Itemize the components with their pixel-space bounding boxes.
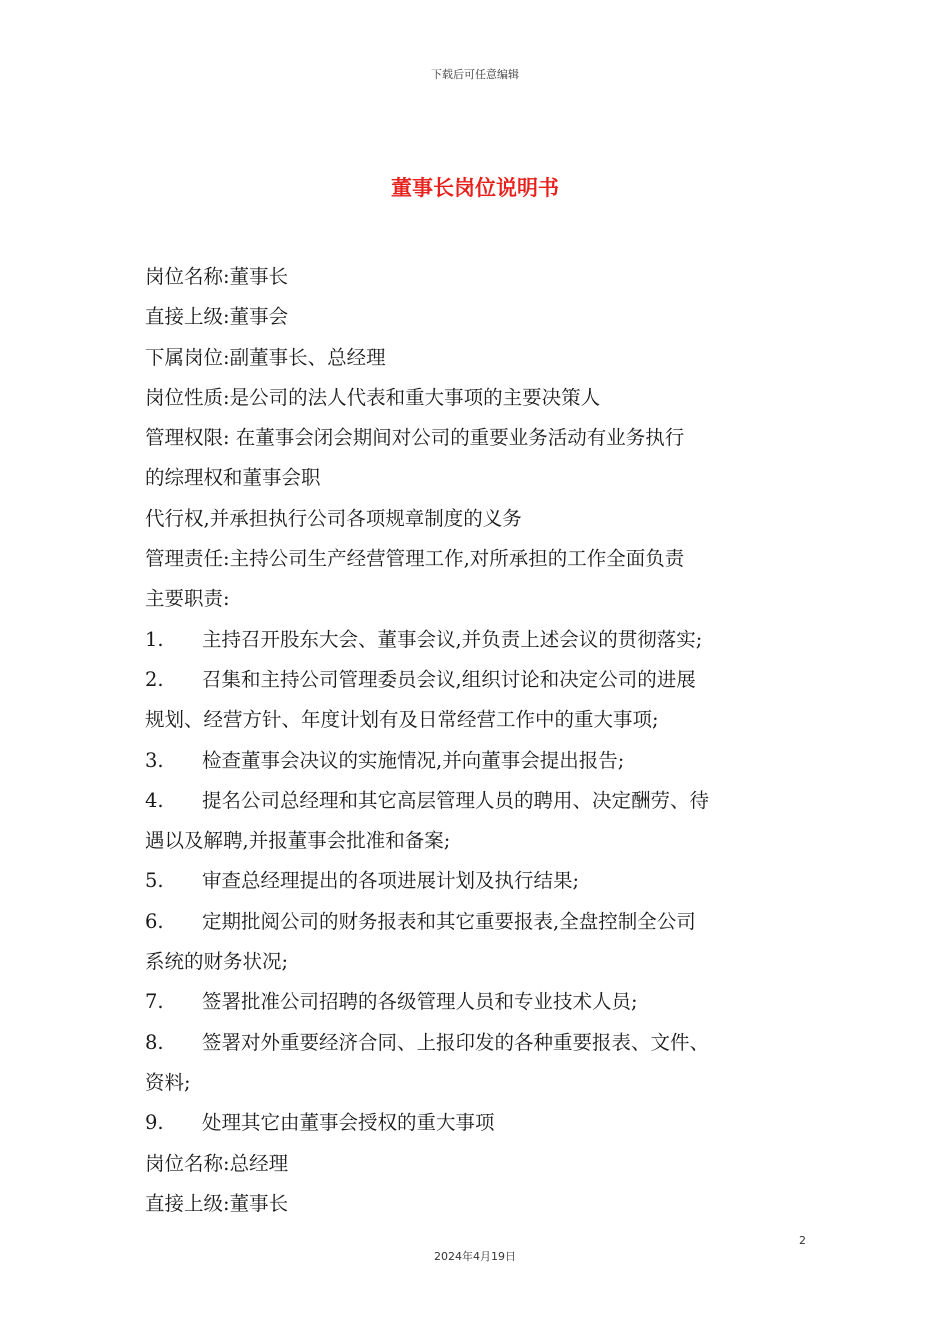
duty-continuation: 系统的财务状况; xyxy=(145,950,289,974)
management-authority-continued-line: 的综理权和董事会职 xyxy=(145,466,321,490)
duty-text: 签署批准公司招聘的各级管理人员和专业技术人员; xyxy=(202,990,638,1014)
duty-item xyxy=(145,982,810,1022)
duty-text: 主持召开股东大会、董事会议,并负责上述会议的贯彻落实; xyxy=(202,627,703,651)
duty-text: 提名公司总经理和其它高层管理人员的聘用、决定酬劳、待 xyxy=(202,788,710,812)
duty-number: 8. xyxy=(145,1030,164,1054)
duty-number: 7. xyxy=(145,990,164,1014)
subordinate-positions-line: 下属岗位:副董事长、总经理 xyxy=(145,345,386,369)
management-authority-continued-line: 代行权,并承担执行公司各项规章制度的义务 xyxy=(145,506,522,530)
main-duties-heading: 主要职责: xyxy=(145,587,230,611)
duty-text: 定期批阅公司的财务报表和其它重要报表,全盘控制全公司 xyxy=(202,909,696,933)
duty-item xyxy=(145,1103,810,1143)
duty-number: 5. xyxy=(145,869,164,893)
duty-continuation: 规划、经营方针、年度计划有及日常经营工作中的重大事项; xyxy=(145,708,659,732)
duty-item xyxy=(145,660,810,700)
header-note: 下载后可任意编辑 xyxy=(431,68,519,81)
page-number: 2 xyxy=(799,1234,806,1247)
duty-number: 6. xyxy=(145,909,164,933)
direct-superior-line: 直接上级:董事会 xyxy=(145,305,289,329)
management-responsibility-line: 管理责任:主持公司生产经营管理工作,对所承担的工作全面负责 xyxy=(145,547,685,571)
duty-text: 检查董事会决议的实施情况,并向董事会提出报告; xyxy=(202,748,625,772)
duty-continuation: 遇以及解聘,并报董事会批准和备案; xyxy=(145,829,451,853)
duty-item xyxy=(145,1023,810,1063)
duty-text: 审查总经理提出的各项进展计划及执行结果; xyxy=(202,869,580,893)
duty-number: 2. xyxy=(145,667,164,691)
position-name-line: 岗位名称:董事长 xyxy=(145,265,289,288)
duty-number: 1. xyxy=(145,627,164,651)
duty-item xyxy=(145,861,810,901)
next-position-name-line: 岗位名称:总经理 xyxy=(145,1151,289,1175)
duty-text: 召集和主持公司管理委员会议,组织讨论和决定公司的进展 xyxy=(202,667,696,691)
duty-item xyxy=(145,620,810,660)
footer-date: 2024年4月19日 xyxy=(434,1250,516,1263)
duty-text: 签署对外重要经济合同、上报印发的各种重要报表、文件、 xyxy=(202,1030,710,1054)
duty-number: 9. xyxy=(145,1111,164,1135)
document-title: 董事长岗位说明书 xyxy=(391,176,559,200)
next-direct-superior-line: 直接上级:董事长 xyxy=(145,1191,289,1215)
position-nature-line: 岗位性质:是公司的法人代表和重大事项的主要决策人 xyxy=(145,385,601,409)
duty-item xyxy=(145,902,810,942)
duty-number: 3. xyxy=(145,748,164,772)
duty-number: 4. xyxy=(145,788,164,812)
management-authority-line: 管理权限: 在董事会闭会期间对公司的重要业务活动有业务执行 xyxy=(145,426,685,450)
duty-continuation: 资料; xyxy=(145,1070,191,1094)
duty-item xyxy=(145,781,810,821)
document-body xyxy=(145,257,810,1224)
duty-text: 处理其它由董事会授权的重大事项 xyxy=(202,1111,495,1135)
duty-item xyxy=(145,741,810,781)
